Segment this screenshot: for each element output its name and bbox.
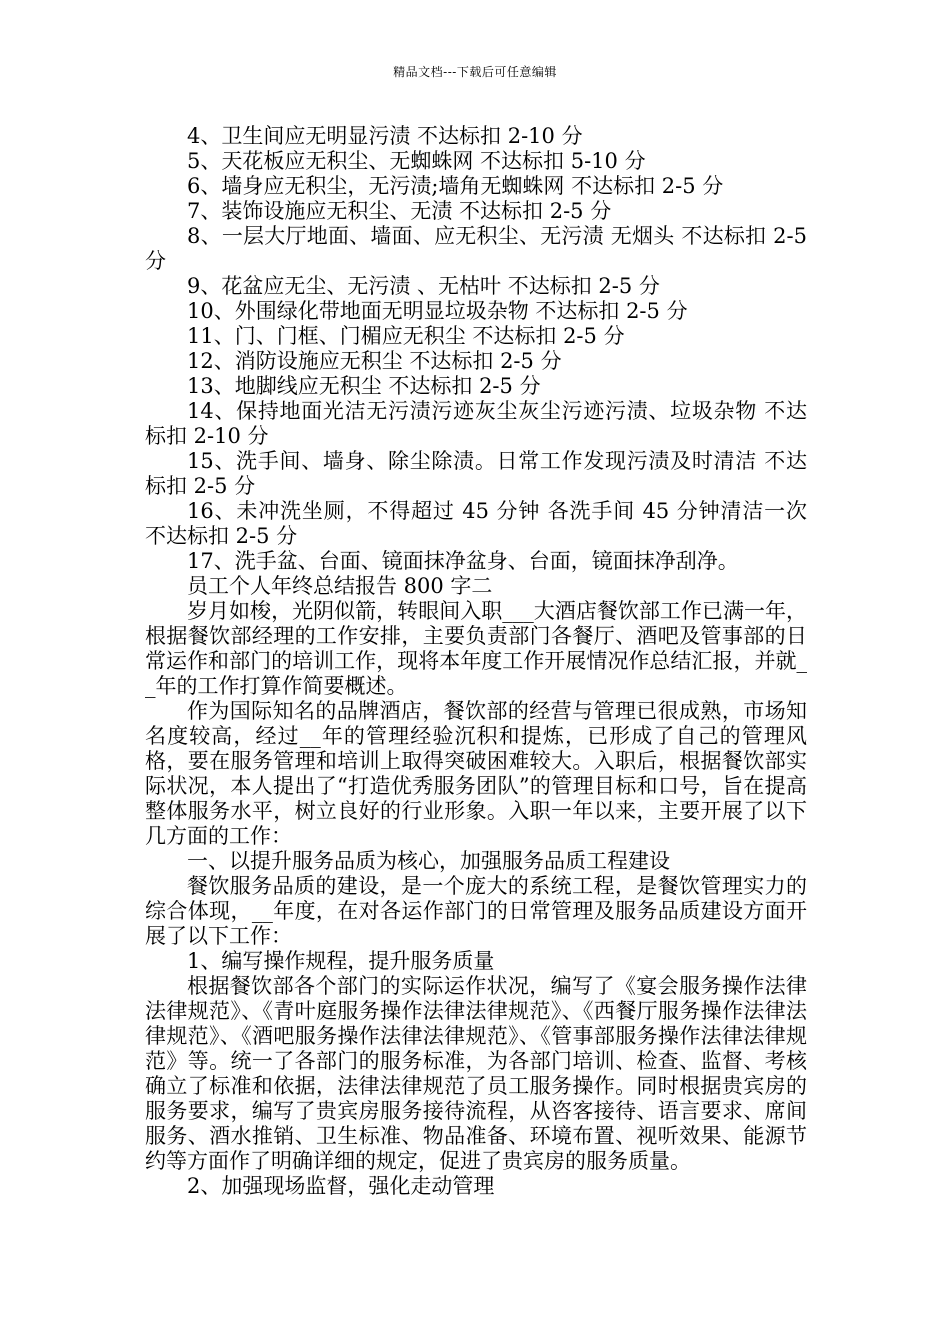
section-title: 员工个人年终总结报告 800 字二 (187, 574, 493, 598)
page-header: 精品文档---下载后可任意编辑 (393, 65, 557, 79)
rule-item-14: 14、保持地面光洁无污渍污迹灰尘灰尘污迹污渍、垃圾杂物 不达标扣 2-10 分 (145, 399, 807, 448)
rule-item-7: 7、装饰设施应无积尘、无渍 不达标扣 2-5 分 (187, 199, 612, 223)
rule-item-8: 8、一层大厅地面、墙面、应无积尘、无污渍 无烟头 不达标扣 2-5 分 (145, 224, 807, 273)
rule-item-11: 11、门、门框、门楣应无积尘 不达标扣 2-5 分 (187, 324, 625, 348)
heading-service-quality: 一、以提升服务品质为核心，加强服务品质工程建设 (187, 849, 670, 873)
rule-item-13: 13、地脚线应无积尘 不达标扣 2-5 分 (187, 374, 541, 398)
rule-item-6: 6、墙身应无积尘，无污渍;墙角无蜘蛛网 不达标扣 2-5 分 (187, 174, 724, 198)
procedures-paragraph: 根据餐饮部各个部门的实际运作状况，编写了《宴会服务操作法律法律规范》、《青叶庭服务操作法律法律规范》、《西餐厅服务操作法律法律规范》、《酒吧服务操作法律法律规范》、《管事部服务操作法律法律规范》等。统一了各部门的服务标准，为各部门培训、检查、监督、考核确立了标准和依据，法律法律规范了员工服务操作。同时根据贵宾房的服务要求，编写了贵宾房服务接待流程，从咨客接待、语言要求、席间服务、酒水推销、卫生标准、物品准备、环境布置、视听效果、能源节约等方面作了明确详细的规定，促进了贵宾房的服务质量。 (145, 974, 807, 1173)
rule-item-15: 15、洗手间、墙身、除尘除渍。日常工作发现污渍及时清洁 不达标扣 2-5 分 (145, 449, 807, 498)
rule-item-5: 5、天花板应无积尘、无蜘蛛网 不达标扣 5-10 分 (187, 149, 646, 173)
document-body (145, 124, 807, 1199)
subheading-procedures: 1、编写操作规程，提升服务质量 (187, 949, 495, 973)
rule-item-4: 4、卫生间应无明显污渍 不达标扣 2-10 分 (187, 124, 583, 148)
rule-item-9: 9、花盆应无尘、无污渍 、无枯叶 不达标扣 2-5 分 (187, 274, 660, 298)
rule-item-17: 17、洗手盆、台面、镜面抹净盆身、台面，镜面抹净刮净。 (187, 549, 739, 573)
rule-item-16: 16、未冲洗坐厕，不得超过 45 分钟 各洗手间 45 分钟清洁一次 不达标扣 2-5 分 (145, 499, 807, 548)
rule-item-12: 12、消防设施应无积尘 不达标扣 2-5 分 (187, 349, 562, 373)
service-quality-paragraph: 餐饮服务品质的建设，是一个庞大的系统工程，是餐饮管理实力的综合体现，__年度，在对各运作部门的日常管理及服务品质建设方面开展了以下工作： (145, 874, 807, 948)
background-paragraph: 作为国际知名的品牌酒店，餐饮部的经营与管理已很成熟，市场知名度较高，经过__年的管理经验沉积和提炼，已形成了自己的管理风格，要在服务管理和培训上取得突破困难较大。入职后，根据餐饮部实际状况，本人提出了“打造优秀服务团队”的管理目标和口号，旨在提高整体服务水平，树立良好的行业形象。入职一年以来，主要开展了以下几方面的工作： (145, 699, 807, 848)
rule-item-10: 10、外围绿化带地面无明显垃圾杂物 不达标扣 2-5 分 (187, 299, 688, 323)
subheading-supervision: 2、加强现场监督，强化走动管理 (187, 1174, 495, 1198)
intro-paragraph: 岁月如梭，光阴似箭，转眼间入职___大酒店餐饮部工作已满一年，根据餐饮部经理的工作安排，主要负责部门各餐厅、酒吧及管事部的日常运作和部门的培训工作，现将本年度工作开展情况作总结汇报，并就__年的工作打算作简要概述。 (145, 599, 807, 698)
